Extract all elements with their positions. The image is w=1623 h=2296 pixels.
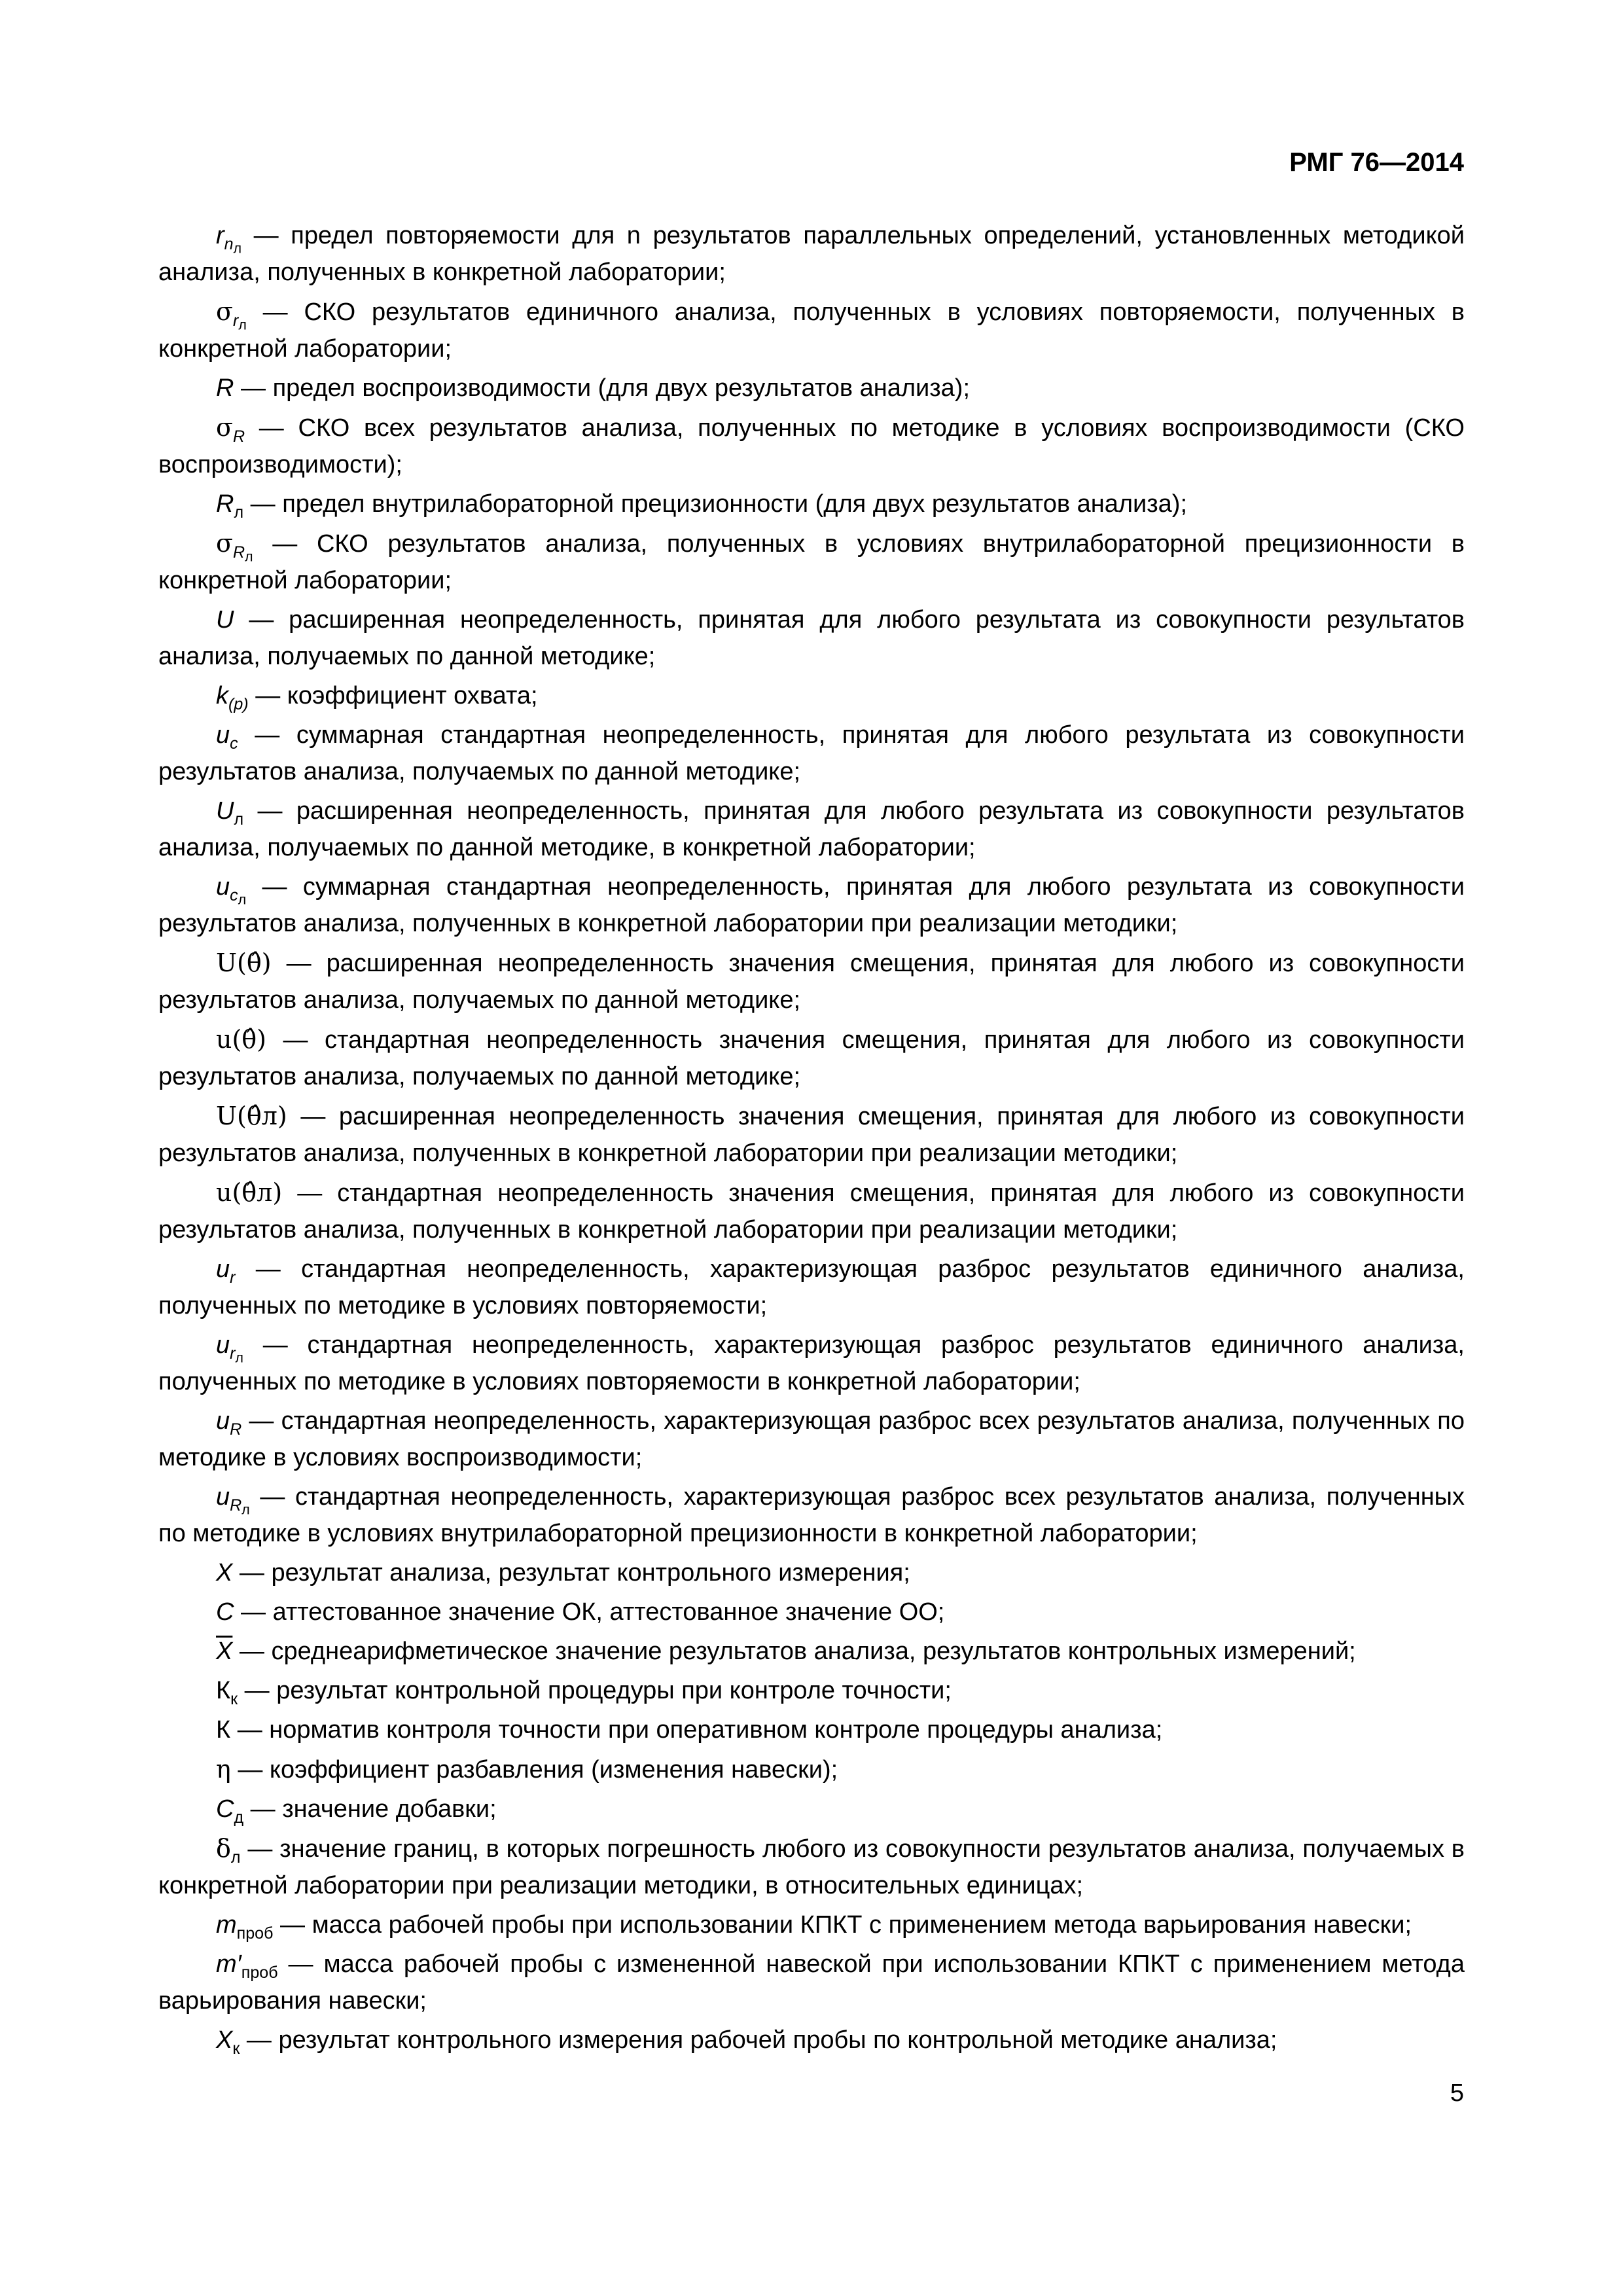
- definition-text: — суммарная стандартная неопределенность, принятая для любого результата из совокупности результатов анализа, получаемых по данной методике;: [158, 721, 1465, 785]
- symbol-subscript: л: [234, 503, 244, 522]
- definition-text: — расширенная неопределенность значения смещения, принятая для любого из совокупности результатов анализа, полученных в конкретной лаборатории при реализации методики;: [158, 1103, 1465, 1167]
- symbol: u: [216, 721, 230, 749]
- symbol-definition: [158, 293, 1465, 367]
- symbol-definition: [158, 2022, 1465, 2058]
- symbol-definition: [158, 1751, 1465, 1788]
- symbol-definition: [158, 793, 1465, 866]
- symbol: U: [216, 797, 234, 825]
- symbol: u: [216, 1483, 230, 1511]
- definition-text: — стандартная неопределенность, характеризующая разброс результатов единичного анализа, полученных по методике в условиях повторяемости в конкретной лаборатории;: [158, 1331, 1465, 1395]
- symbol: u(θ̂): [216, 1025, 267, 1054]
- symbol: u: [216, 1255, 230, 1283]
- definition-text: — среднеарифметическое значение результатов анализа, результатов контрольных измерений;: [232, 1638, 1356, 1665]
- symbol-definition: [158, 1712, 1465, 1748]
- symbol-subscript: R: [230, 1420, 242, 1439]
- definition-text: — результат контрольной процедуры при контроле точности;: [238, 1677, 952, 1704]
- symbol-definition: [158, 1594, 1465, 1630]
- symbol-definition: [158, 1174, 1465, 1248]
- symbol: U(θ̂л): [216, 1102, 287, 1130]
- symbol: $\overline{X}$: [216, 1638, 233, 1665]
- definition-text: — коэффициент разбавления (изменения навески);: [230, 1756, 838, 1784]
- symbol: m′: [216, 1950, 241, 1978]
- symbol-definition: [158, 486, 1465, 522]
- symbol: k: [216, 682, 228, 709]
- definition-text: — суммарная стандартная неопределенность, принятая для любого результата из совокупности результатов анализа, полученных в конкретной лаборатории при реализации методики;: [158, 873, 1465, 937]
- definition-text: — предел воспроизводимости (для двух результатов анализа);: [234, 374, 971, 402]
- symbol: u: [216, 1331, 230, 1359]
- symbol-subscript: к: [230, 1689, 238, 1708]
- definition-text: — стандартная неопределенность значения смещения, принятая для любого из совокупности результатов анализа, полученных в конкретной лаборатории при реализации методики;: [158, 1179, 1465, 1244]
- symbol: К: [216, 1716, 231, 1744]
- symbol-subscript: nл: [224, 234, 242, 257]
- symbol-definition: [158, 1554, 1465, 1591]
- page-number: 5: [1450, 2079, 1464, 2107]
- symbol: r: [216, 222, 224, 249]
- symbol: U: [216, 606, 234, 634]
- symbol-definition: [158, 1633, 1465, 1670]
- symbol-subscript: Rл: [232, 543, 253, 565]
- definition-text: — СКО результатов единичного анализа, полученных в условиях повторяемости, полученных в конкретной лаборатории;: [158, 298, 1465, 363]
- symbol: R: [216, 374, 234, 402]
- symbol-definition: [158, 677, 1465, 714]
- symbol: η: [216, 1755, 231, 1784]
- symbol-definition: [158, 869, 1465, 942]
- symbol-subscript: к: [232, 2039, 240, 2058]
- symbol: C: [216, 1795, 234, 1823]
- symbol: δ: [216, 1834, 231, 1863]
- symbol-subscript-2: л: [241, 1501, 250, 1518]
- definition-text: — стандартная неопределенность значения смещения, принятая для любого из совокупности результатов анализа, получаемых по данной методике;: [158, 1026, 1465, 1090]
- symbol-definition: [158, 944, 1465, 1018]
- definition-text: — СКО результатов анализа, полученных в условиях внутрилабораторной прецизионности в конкретной лаборатории;: [158, 530, 1465, 594]
- definition-text: — результат анализа, результат контрольного измерения;: [232, 1559, 910, 1587]
- symbol-subscript-2: л: [245, 548, 253, 565]
- symbol: C: [216, 1598, 234, 1626]
- symbol: σ: [216, 413, 233, 442]
- symbol-subscript: c: [230, 734, 238, 753]
- symbol-subscript: Rл: [230, 1496, 250, 1518]
- symbol: К: [216, 1677, 231, 1704]
- definition-text: — стандартная неопределенность, характеризующая разброс всех результатов анализа, полученных по методике в условиях внутрилабораторной прецизионности в конкретной лаборатории;: [158, 1483, 1465, 1547]
- symbol-definition: [158, 717, 1465, 790]
- symbol-subscript: д: [234, 1808, 244, 1827]
- symbol-subscript: rл: [230, 1344, 243, 1366]
- symbol: X: [216, 2026, 233, 2054]
- symbol-definition: [158, 370, 1465, 406]
- definition-text: — масса рабочей пробы с измененной навеской при использовании КПКТ с применением метода варьирования навески;: [158, 1950, 1465, 2015]
- symbol-subscript: cл: [230, 886, 247, 908]
- symbol-definition: [158, 1098, 1465, 1172]
- symbol-definition: [158, 1907, 1465, 1943]
- symbol-subscript: проб: [241, 1963, 278, 1982]
- symbol-definition: [158, 217, 1465, 291]
- symbol-subscript-2: л: [235, 1350, 243, 1366]
- symbol-subscript: R: [232, 427, 245, 446]
- symbol-subscript: r: [230, 1268, 236, 1287]
- symbol: σ: [216, 529, 233, 558]
- symbol-definition: [158, 1403, 1465, 1476]
- symbol-definition: [158, 1791, 1465, 1827]
- symbol-definition: [158, 1479, 1465, 1552]
- symbol: R: [216, 490, 234, 518]
- symbol-subscript: (p): [228, 694, 249, 713]
- symbol-definition: [158, 1327, 1465, 1400]
- definition-text: — расширенная неопределенность значения смещения, принятая для любого из совокупности результатов анализа, получаемых по данной методике;: [158, 950, 1465, 1014]
- symbol-subscript-2: л: [233, 240, 242, 257]
- symbols-list: [158, 217, 1465, 2061]
- symbol-definition: [158, 1021, 1465, 1095]
- symbol-subscript: л: [234, 810, 244, 829]
- symbol-subscript: л: [230, 1848, 241, 1867]
- symbol-subscript-2: л: [238, 891, 247, 908]
- symbol-definition: [158, 1251, 1465, 1324]
- symbol: u(θ̂л): [216, 1178, 283, 1207]
- definition-text: — предел внутрилабораторной прецизионности (для двух результатов анализа);: [243, 490, 1187, 518]
- symbol-definition: [158, 601, 1465, 675]
- symbol-subscript: rл: [232, 311, 247, 333]
- symbol-subscript-2: л: [238, 317, 247, 333]
- symbol-definition: [158, 409, 1465, 483]
- symbol: u: [216, 1407, 230, 1435]
- symbol: σ: [216, 297, 233, 326]
- definition-text: — стандартная неопределенность, характеризующая разброс всех результатов анализа, полученных по методике в условиях воспроизводимости;: [158, 1407, 1465, 1471]
- symbol: m: [216, 1911, 237, 1939]
- symbol-definition: [158, 525, 1465, 599]
- symbol: u: [216, 873, 230, 901]
- definition-text: — расширенная неопределенность, принятая для любого результата из совокупности результатов анализа, получаемых по данной методике;: [158, 606, 1465, 670]
- symbol-definition: [158, 1672, 1465, 1709]
- symbol-subscript: проб: [236, 1924, 274, 1943]
- definition-text: — значение добавки;: [243, 1795, 497, 1823]
- definition-text: — коэффициент охвата;: [248, 682, 538, 709]
- definition-text: — СКО всех результатов анализа, полученных по методике в условиях воспроизводимости (СКО воспроизводимости);: [158, 414, 1465, 478]
- symbol-definition: [158, 1830, 1465, 1904]
- definition-text: — норматив контроля точности при оперативном контроле процедуры анализа;: [230, 1716, 1163, 1744]
- definition-text: — расширенная неопределенность, принятая для любого результата из совокупности результатов анализа, получаемых по данной методике, в конкретной лаборатории;: [158, 797, 1465, 861]
- definition-text: — результат контрольного измерения рабочей пробы по контрольной методике анализа;: [240, 2026, 1277, 2054]
- definition-text: — стандартная неопределенность, характеризующая разброс результатов единичного анализа, полученных по методике в условиях повторяемости;: [158, 1255, 1465, 1319]
- definition-text: — предел повторяемости для n результатов параллельных определений, установленных методикой анализа, полученных в конкретной лаборатории;: [158, 222, 1465, 286]
- symbol-definition: [158, 1946, 1465, 2019]
- symbol: U(θ̂): [216, 948, 272, 977]
- symbol: X: [216, 1559, 233, 1587]
- definition-text: — аттестованное значение ОК, аттестованное значение ОО;: [234, 1598, 945, 1626]
- definition-text: — значение границ, в которых погрешность любого из совокупности результатов анализа, получаемых в конкретной лаборатории при реализации методики, в относительных единицах;: [158, 1835, 1465, 1899]
- document-code: РМГ 76—2014: [1289, 148, 1464, 177]
- definition-text: — масса рабочей пробы при использовании КПКТ с применением метода варьирования навески;: [273, 1911, 1412, 1939]
